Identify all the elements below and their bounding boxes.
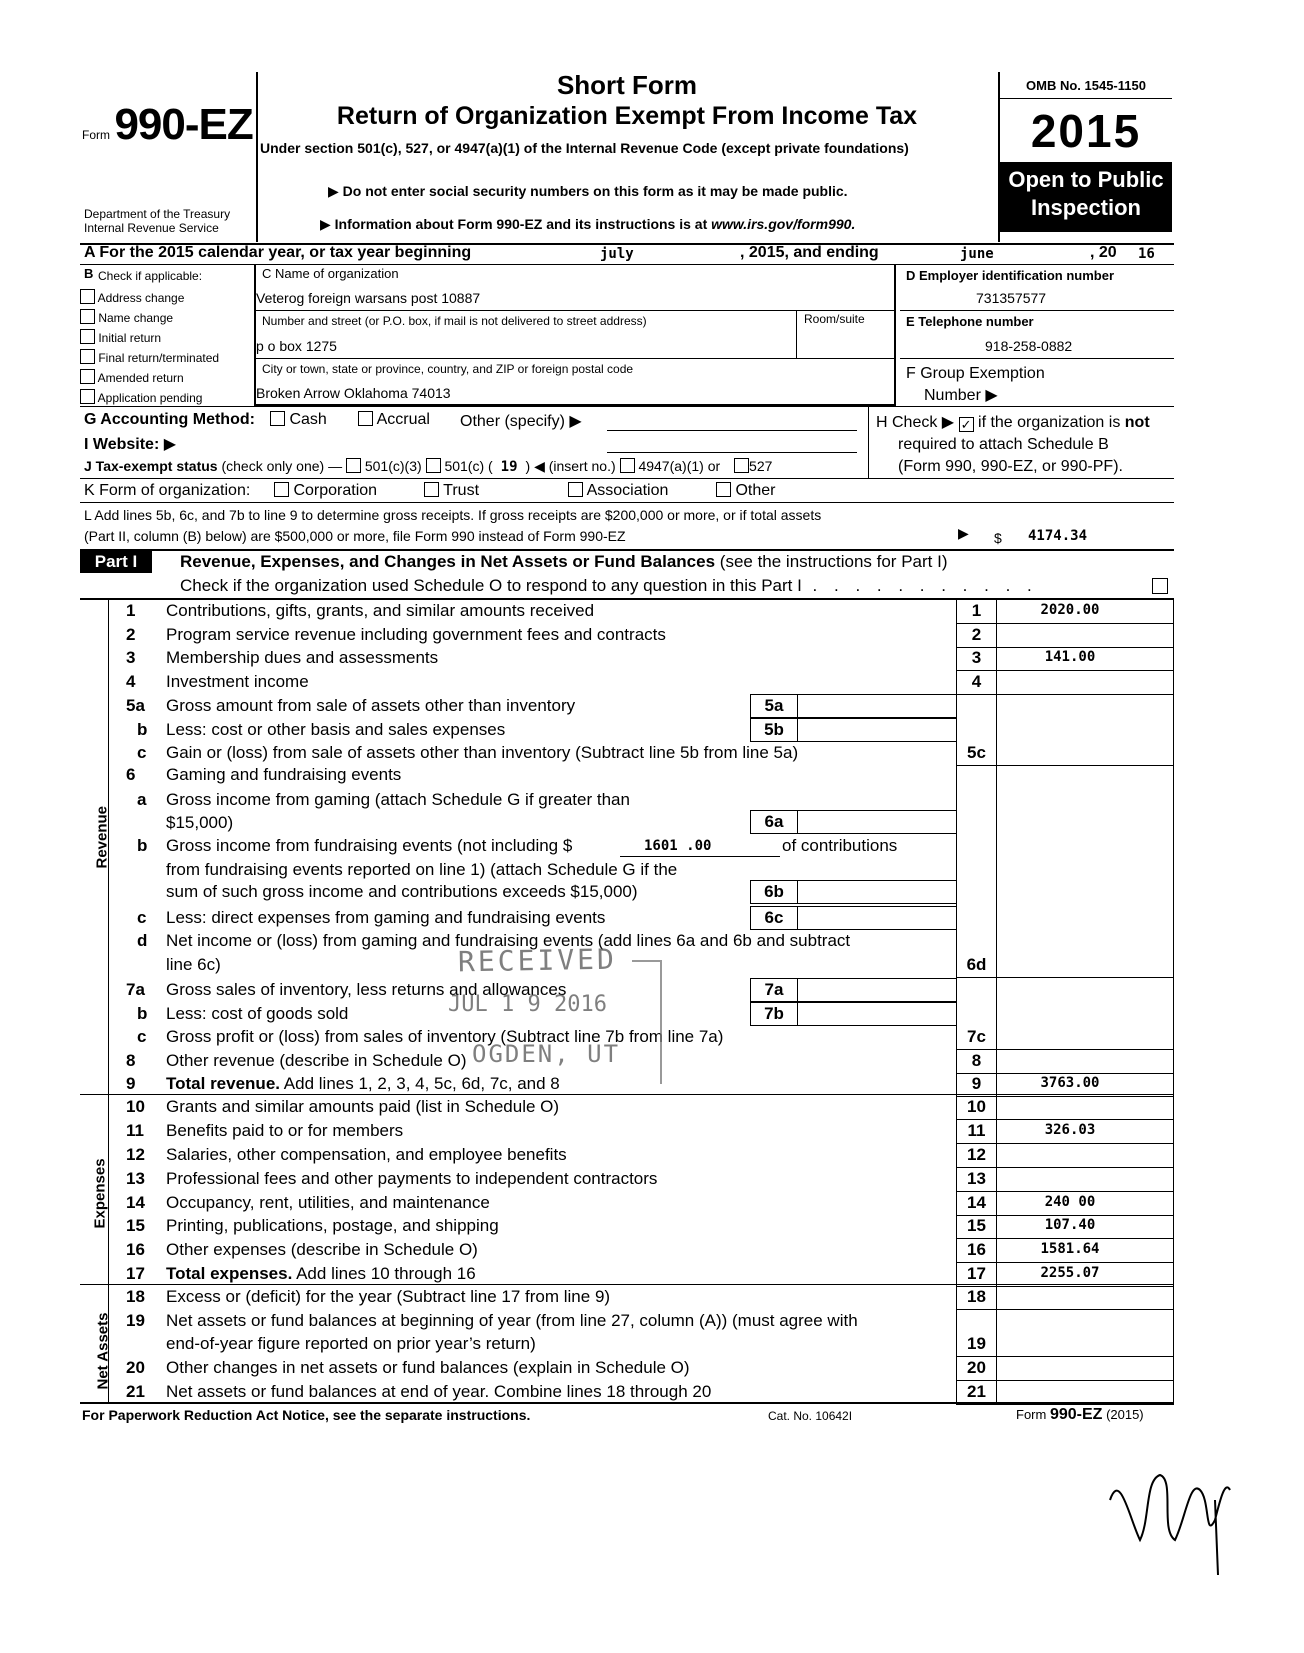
other-method: Other (specify) ▶ bbox=[460, 413, 582, 430]
c-rule-1 bbox=[256, 310, 894, 311]
right-edge bbox=[1173, 598, 1174, 1402]
dept-treasury: Department of the Treasury Internal Revenue Service bbox=[84, 207, 231, 235]
footer-paperwork: For Paperwork Reduction Act Notice, see the separate instructions. bbox=[82, 1407, 531, 1423]
l-rule bbox=[80, 549, 1174, 551]
application-pending-item[interactable]: Application pending bbox=[80, 388, 219, 408]
row-rule bbox=[956, 1167, 1174, 1168]
line-a-suffix: , 20 bbox=[1090, 244, 1117, 261]
box-number: 2 bbox=[971, 625, 982, 644]
box-number: 5c bbox=[967, 743, 986, 762]
box-number: 9 bbox=[971, 1074, 982, 1093]
box-number: 13 bbox=[967, 1169, 986, 1188]
org-name-label: C Name of organization bbox=[262, 266, 399, 281]
line-desc-cont: end-of-year figure reported on prior year’s return) bbox=[166, 1334, 536, 1353]
row-rule bbox=[956, 1262, 1174, 1263]
accrual-checkbox[interactable] bbox=[358, 411, 373, 426]
omb-number: OMB No. 1545-1150 bbox=[1026, 78, 1146, 93]
amended-return-checkbox[interactable] bbox=[80, 369, 95, 384]
amount-field[interactable]: 326.03 bbox=[1044, 1122, 1096, 1138]
line-num: c bbox=[137, 908, 147, 927]
line-desc: Investment income bbox=[166, 672, 309, 691]
schedule-b-checkbox[interactable] bbox=[959, 417, 974, 432]
inner-box-label: 6b bbox=[750, 880, 798, 904]
box-number: 11 bbox=[967, 1121, 986, 1140]
line-desc: Net assets or fund balances at beginning of year (from line 27, column (A)) (must agree with bbox=[166, 1311, 858, 1330]
c-bottom-rule bbox=[80, 406, 1174, 407]
c-rule-2 bbox=[256, 358, 894, 359]
e-rule bbox=[900, 358, 1174, 359]
signature-mark bbox=[1100, 1460, 1240, 1580]
line-num: 7a bbox=[126, 980, 145, 999]
inner-box-field[interactable] bbox=[798, 978, 956, 1002]
line-desc: Less: cost of goods sold bbox=[166, 1004, 349, 1023]
website-field[interactable] bbox=[607, 452, 857, 453]
inner-box-field[interactable] bbox=[798, 694, 956, 718]
line-desc: Salaries, other compensation, and employee benefits bbox=[166, 1145, 567, 1164]
line-a-mid: , 2015, and ending bbox=[740, 244, 879, 261]
expenses-rule bbox=[80, 1284, 1174, 1285]
amount-field[interactable]: 1581.64 bbox=[1040, 1241, 1100, 1257]
title-short-form: Short Form bbox=[556, 70, 698, 100]
box-number: 14 bbox=[967, 1193, 986, 1212]
side-revenue: Revenue bbox=[93, 805, 111, 869]
k-rule bbox=[80, 502, 1174, 503]
line-num: 19 bbox=[126, 1311, 145, 1330]
room-suite-label: Room/suite bbox=[804, 312, 865, 326]
other-org-option[interactable]: Other bbox=[716, 482, 775, 500]
row-rule bbox=[956, 1404, 1174, 1405]
trust-checkbox[interactable] bbox=[424, 482, 439, 497]
inner-box-label: 5b bbox=[750, 718, 798, 742]
line-num: 10 bbox=[126, 1097, 145, 1116]
schedule-o-check: Check if the organization used Schedule O to respond to any question in this Part I . . . . . . . . . . . bbox=[180, 576, 1038, 595]
line-desc: Total revenue. Add lines 1, 2, 3, 4, 5c, 6d, 7c, and 8 bbox=[166, 1074, 560, 1093]
line-desc: Professional fees and other payments to independent contractors bbox=[166, 1169, 658, 1188]
box-number: 18 bbox=[967, 1287, 986, 1306]
box-number: 4 bbox=[971, 672, 982, 691]
room-divider bbox=[796, 310, 797, 358]
4947-checkbox[interactable] bbox=[620, 458, 635, 473]
line-6b-amount[interactable]: 1601 .00 bbox=[644, 838, 712, 854]
line-num: 18 bbox=[126, 1287, 145, 1306]
line-num: 9 bbox=[126, 1074, 136, 1093]
line-desc-cont: from fundraising events reported on line 1) (attach Schedule G if the bbox=[166, 860, 678, 879]
line-i: I Website: ▶ bbox=[84, 436, 177, 453]
line-desc-cont: sum of such gross income and contributions exceeds $15,000) bbox=[166, 882, 638, 901]
line-num: 1 bbox=[126, 601, 136, 620]
inner-box-field[interactable] bbox=[798, 810, 956, 834]
box-number: 7c bbox=[967, 1027, 986, 1046]
line-l-arrow: ▶ bbox=[958, 525, 969, 541]
inner-box-field[interactable] bbox=[798, 718, 956, 742]
footer-cat-no: Cat. No. 10642I bbox=[768, 1409, 853, 1423]
city-value[interactable]: Broken Arrow Oklahoma 74013 bbox=[256, 385, 451, 401]
line-num: b bbox=[137, 720, 148, 739]
association-option[interactable]: Association bbox=[568, 482, 668, 500]
line-desc: Gain or (loss) from sale of assets other than inventory (Subtract line 5b from line 5a) bbox=[166, 743, 799, 762]
row-rule bbox=[956, 1356, 1174, 1357]
line-desc: Other expenses (describe in Schedule O) bbox=[166, 1240, 478, 1259]
line-num: 14 bbox=[126, 1193, 145, 1212]
street-value[interactable]: p o box 1275 bbox=[256, 338, 337, 354]
box-number: 17 bbox=[967, 1264, 986, 1283]
part-i-tag: Part I bbox=[80, 551, 152, 573]
gross-receipts-value[interactable]: 4174.34 bbox=[1028, 528, 1088, 544]
section-b-items bbox=[80, 288, 219, 408]
box-number: 19 bbox=[967, 1334, 986, 1353]
line-num: c bbox=[137, 1027, 147, 1046]
501c-number[interactable]: 19 bbox=[500, 459, 518, 475]
line-l-dollar: $ bbox=[994, 530, 1002, 546]
line-desc: Other changes in net assets or fund balances (explain in Schedule O) bbox=[166, 1358, 690, 1377]
group-exemption-label: F Group Exemption Number ▶ bbox=[906, 365, 1045, 404]
stamp-date: JUL 1 9 2016 bbox=[448, 992, 607, 1017]
line-desc-cont: line 6c) bbox=[166, 955, 221, 974]
cash-checkbox[interactable] bbox=[270, 411, 285, 426]
irs-url[interactable]: www.irs.gov/form990. bbox=[711, 216, 856, 232]
line-desc: Program service revenue including government fees and contracts bbox=[166, 625, 666, 644]
line-desc: Other revenue (describe in Schedule O) bbox=[166, 1051, 467, 1070]
box-number: 1 bbox=[971, 601, 982, 620]
line-desc: Membership dues and assessments bbox=[166, 648, 439, 667]
street-label: Number and street (or P.O. box, if mail is not delivered to street address) bbox=[262, 314, 647, 328]
box-number: 10 bbox=[967, 1097, 986, 1116]
line-num: 20 bbox=[126, 1358, 145, 1377]
line-desc: Benefits paid to or for members bbox=[166, 1121, 404, 1140]
box-number: 8 bbox=[971, 1051, 982, 1070]
inner-box-label: 5a bbox=[750, 694, 798, 718]
ein-label: D Employer identification number bbox=[906, 268, 1115, 283]
line-desc: Less: direct expenses from gaming and fundraising events bbox=[166, 908, 606, 927]
inner-box-label: 6c bbox=[750, 906, 798, 930]
line-num: 6 bbox=[126, 765, 136, 784]
line-desc: Gross income from gaming (attach Schedule G if greater than bbox=[166, 790, 630, 809]
form-word: Form bbox=[82, 128, 110, 142]
row-rule bbox=[956, 1380, 1174, 1381]
line-g: G Accounting Method: bbox=[84, 411, 255, 428]
inner-box-field[interactable] bbox=[798, 1002, 956, 1026]
revenue-rule bbox=[80, 1094, 1174, 1095]
part-i-title: Revenue, Expenses, and Changes in Net Assets or Fund Balances (see the instructions for Part I) bbox=[180, 552, 948, 571]
box-number: 15 bbox=[967, 1216, 986, 1235]
corporation-option[interactable]: Corporation bbox=[274, 482, 377, 500]
row-rule bbox=[956, 1143, 1174, 1144]
row-rule bbox=[956, 1238, 1174, 1239]
side-net-assets: Net Assets bbox=[94, 1312, 112, 1390]
box-number: 21 bbox=[967, 1382, 986, 1401]
footer-form: Form 990-EZ (2015) bbox=[1016, 1406, 1144, 1423]
line-num: 13 bbox=[126, 1169, 145, 1188]
tax-year: 2015 bbox=[1030, 105, 1142, 157]
line-num: 2 bbox=[126, 625, 136, 644]
row-rule bbox=[956, 623, 1174, 624]
address-change-item[interactable]: Address change bbox=[80, 288, 219, 308]
side-label-divider bbox=[108, 598, 109, 1402]
box-number: 3 bbox=[971, 648, 982, 667]
j-rule bbox=[80, 478, 1174, 479]
section-b-title: Check if applicable: bbox=[98, 269, 203, 283]
h-divider bbox=[868, 406, 869, 478]
line-a: A For the 2015 calendar year, or tax year beginning bbox=[84, 244, 472, 261]
inner-box-label: 7a bbox=[750, 978, 798, 1002]
box-number: 12 bbox=[967, 1145, 986, 1164]
address-change-checkbox[interactable] bbox=[80, 289, 95, 304]
name-change-item[interactable]: Name change bbox=[80, 308, 219, 328]
line-desc: Occupancy, rent, utilities, and maintenance bbox=[166, 1193, 490, 1212]
initial-return-item[interactable]: Initial return bbox=[80, 328, 219, 348]
line-desc: Gross amount from sale of assets other than inventory bbox=[166, 696, 576, 715]
inner-box-field[interactable] bbox=[798, 906, 956, 930]
tax-year-begin[interactable]: july bbox=[600, 246, 634, 262]
line-desc-cont: $15,000) bbox=[166, 813, 234, 832]
tax-year-end-yy[interactable]: 16 bbox=[1138, 246, 1155, 262]
row-rule bbox=[956, 694, 1174, 695]
stamp-frame bbox=[632, 960, 662, 1084]
line-num: 16 bbox=[126, 1240, 145, 1259]
line-j: J Tax-exempt status (check only one) — 501(c)(3) 501(c) ( 19 ) ◀ (insert no.) 4947(a)(1) or 527 bbox=[84, 458, 773, 475]
footer-rule bbox=[80, 1402, 1174, 1404]
trust-option[interactable]: Trust bbox=[424, 482, 479, 500]
box-number: 6d bbox=[966, 955, 987, 974]
name-change-checkbox[interactable] bbox=[80, 309, 95, 324]
line-desc: Printing, publications, postage, and shipping bbox=[166, 1216, 499, 1235]
cash-option[interactable]: Cash bbox=[270, 411, 327, 429]
line-num: 4 bbox=[126, 672, 136, 691]
line-num: 3 bbox=[126, 648, 136, 667]
box-number: 16 bbox=[967, 1240, 986, 1259]
line-h: H Check ▶ ✓ if the organization is not required to attach Schedule B (Form 990, 990-EZ, or 990-PF). bbox=[876, 412, 1150, 478]
amount-field[interactable]: 2020.00 bbox=[1040, 602, 1100, 618]
open-to-public-box: Open to Public Inspection bbox=[1000, 162, 1172, 232]
box-number: 20 bbox=[967, 1358, 986, 1377]
line-desc: Net income or (loss) from gaming and fundraising events (add lines 6a and 6b and subtract bbox=[166, 931, 851, 950]
section-b-label: B bbox=[84, 266, 94, 281]
inner-box-label: 7b bbox=[750, 1002, 798, 1026]
line-num: d bbox=[137, 931, 148, 950]
stamp-location: OGDEN, UT bbox=[472, 1040, 621, 1068]
org-name-value[interactable]: Veterog foreign warsans post 10887 bbox=[256, 290, 481, 306]
line-num: b bbox=[137, 836, 148, 855]
row-rule bbox=[956, 1049, 1174, 1050]
line-desc: Less: cost or other basis and sales expenses bbox=[166, 720, 506, 739]
schedule-o-checkbox[interactable] bbox=[1152, 578, 1168, 594]
inner-box-field[interactable] bbox=[798, 880, 956, 904]
application-pending-checkbox[interactable] bbox=[80, 389, 95, 404]
line-desc: Net assets or fund balances at end of year. Combine lines 18 through 20 bbox=[166, 1382, 712, 1401]
line-6b-amount-rule bbox=[620, 856, 780, 857]
amount-field[interactable]: 240 00 bbox=[1044, 1194, 1096, 1210]
row-rule bbox=[956, 670, 1174, 671]
line-6b-text: Gross income from fundraising events (not including $ bbox=[166, 836, 573, 855]
phone-label: E Telephone number bbox=[906, 314, 1034, 329]
ein-value[interactable]: 731357577 bbox=[976, 290, 1047, 306]
line-l: L Add lines 5b, 6c, and 7b to line 9 to determine gross receipts. If gross receipts are $200,000 or more, or if total assets (Part II, column (B) below) are $500,000 or more, file Form 990 instead of Form 990-EZ bbox=[84, 507, 822, 544]
notice-ssn: ▶ Do not enter social security numbers on this form as it may be made public. bbox=[328, 183, 848, 199]
line-desc: Contributions, gifts, grants, and similar amounts received bbox=[166, 601, 595, 620]
title-return: Return of Organization Exempt From Income Tax bbox=[336, 102, 918, 130]
line-num: 21 bbox=[126, 1382, 145, 1401]
line-num: c bbox=[137, 743, 147, 762]
notice-info: ▶ Information about Form 990-EZ and its instructions is at www.irs.gov/form990. bbox=[320, 216, 856, 232]
part-i-rule bbox=[80, 598, 1174, 600]
form-label bbox=[82, 100, 253, 150]
box-num-right bbox=[996, 598, 997, 1402]
row-rule bbox=[956, 977, 1174, 978]
stamp-received: RECEIVED bbox=[457, 942, 618, 979]
accrual-option[interactable]: Accrual bbox=[358, 411, 430, 429]
amount-field[interactable]: 107.40 bbox=[1044, 1217, 1096, 1233]
phone-value[interactable]: 918-258-0882 bbox=[985, 338, 1073, 354]
line-desc: Excess or (deficit) for the year (Subtract line 17 from line 9) bbox=[166, 1287, 611, 1306]
amended-return-item[interactable]: Amended return bbox=[80, 368, 219, 388]
line-desc: Gaming and fundraising events bbox=[166, 765, 402, 784]
inner-box-label: 6a bbox=[750, 810, 798, 834]
final-return-item[interactable]: Final return/terminated bbox=[80, 348, 219, 368]
association-checkbox[interactable] bbox=[568, 482, 583, 497]
line-num: 11 bbox=[126, 1121, 144, 1140]
line-num: 12 bbox=[126, 1145, 145, 1164]
corporation-checkbox[interactable] bbox=[274, 482, 289, 497]
line-num: 8 bbox=[126, 1051, 136, 1070]
line-num: b bbox=[137, 1004, 148, 1023]
line-desc: Gross sales of inventory, less returns and allowances bbox=[166, 980, 567, 999]
line-desc: Grants and similar amounts paid (list in Schedule O) bbox=[166, 1097, 560, 1116]
line-k: K Form of organization: bbox=[84, 482, 251, 499]
omb-rule bbox=[1000, 98, 1172, 99]
line-num: 17 bbox=[126, 1264, 145, 1283]
d-rule bbox=[900, 310, 1174, 311]
501c-checkbox[interactable] bbox=[426, 458, 441, 473]
527-checkbox[interactable] bbox=[734, 458, 749, 473]
tax-year-end[interactable]: june bbox=[960, 246, 994, 262]
line-desc: Gross profit or (loss) from sales of inventory (Subtract line 7b from line 7a) bbox=[166, 1027, 724, 1046]
amount-field[interactable]: 3763.00 bbox=[1040, 1075, 1100, 1091]
line-num: 15 bbox=[126, 1216, 145, 1235]
row-rule bbox=[956, 1309, 1174, 1310]
line-num: 5a bbox=[126, 696, 145, 715]
row-rule bbox=[956, 1191, 1174, 1192]
501c3-checkbox[interactable] bbox=[346, 458, 361, 473]
amount-field[interactable]: 141.00 bbox=[1044, 649, 1096, 665]
side-expenses: Expenses bbox=[91, 1158, 109, 1229]
line-num: a bbox=[137, 790, 147, 809]
line-6b-suffix: of contributions bbox=[782, 836, 898, 855]
row-rule bbox=[956, 765, 1174, 766]
initial-return-checkbox[interactable] bbox=[80, 329, 95, 344]
form-number: 990-EZ bbox=[114, 100, 253, 149]
final-return-checkbox[interactable] bbox=[80, 349, 95, 364]
line-desc: Total expenses. Add lines 10 through 16 bbox=[166, 1264, 476, 1283]
other-org-checkbox[interactable] bbox=[716, 482, 731, 497]
received-stamp bbox=[408, 940, 660, 1086]
row-rule bbox=[956, 1119, 1174, 1120]
subtitle: Under section 501(c), 527, or 4947(a)(1) of the Internal Revenue Code (except private foundations) bbox=[260, 140, 909, 156]
city-label: City or town, state or province, country, and ZIP or foreign postal code bbox=[262, 362, 634, 376]
other-method-field[interactable] bbox=[607, 430, 857, 431]
amount-field[interactable]: 2255.07 bbox=[1040, 1265, 1100, 1281]
